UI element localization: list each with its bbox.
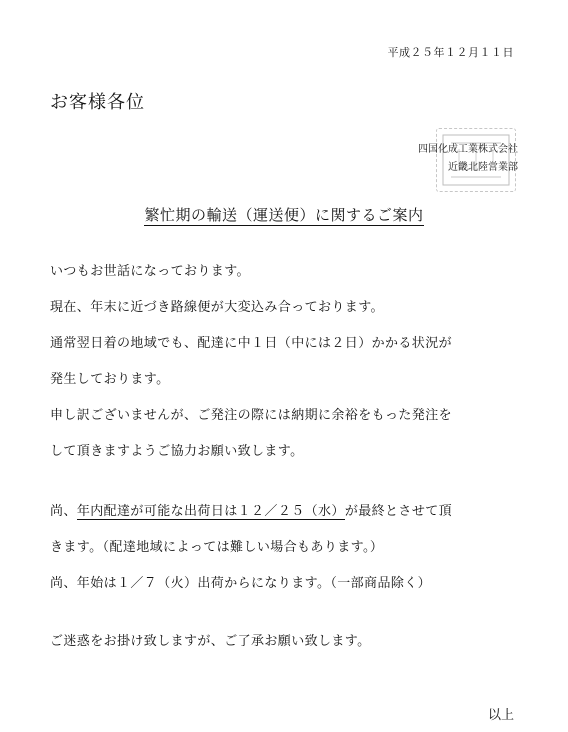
paragraph-2-line-1: 通常翌日着の地域でも、配達に中１日（中には２日）かかる状況が: [50, 336, 453, 351]
paragraph-1: 現在、年末に近づき路線便が大変込み合っております。: [50, 300, 384, 315]
document-title-text: 繁忙期の輸送（運送便）に関するご案内: [144, 206, 424, 224]
greeting-line: いつもお世話になっております。: [50, 264, 250, 279]
issue-date: 平成２５年１２月１１日: [387, 46, 514, 59]
sender-department: 近畿北陸営業部: [448, 162, 518, 173]
sender-block: [388, 128, 518, 188]
last-shipping-date-notice: 年内配達が可能な出荷日は１２／２５（水）: [76, 504, 345, 519]
paragraph-2-line-2: 発生しております。: [50, 372, 170, 387]
paragraph-4-line-2: きます。（配達地域によっては難しい場合もあります。）: [50, 540, 384, 555]
document-title: [0, 204, 568, 225]
paragraph-6: ご迷惑をお掛け致しますが、ご了承お願い致します。: [50, 634, 371, 649]
sender-company: 四国化成工業株式会社: [418, 144, 518, 155]
paragraph-5: 尚、年始は１／７（火）出荷からになります。（一部商品除く）: [50, 576, 432, 591]
addressee: お客様各位: [50, 92, 145, 113]
closing-mark: 以上: [487, 708, 514, 723]
paragraph-4-suffix: が最終とさせて頂: [344, 504, 453, 519]
paragraph-3-line-1: 申し訳ございませんが、ご発注の際には納期に余裕をもった発注を: [50, 408, 453, 423]
paragraph-3-line-2: して頂きますようご協力お願い致します。: [50, 444, 304, 459]
paragraph-4-line-1: [50, 500, 452, 519]
paragraph-4-prefix: 尚、: [50, 504, 77, 519]
